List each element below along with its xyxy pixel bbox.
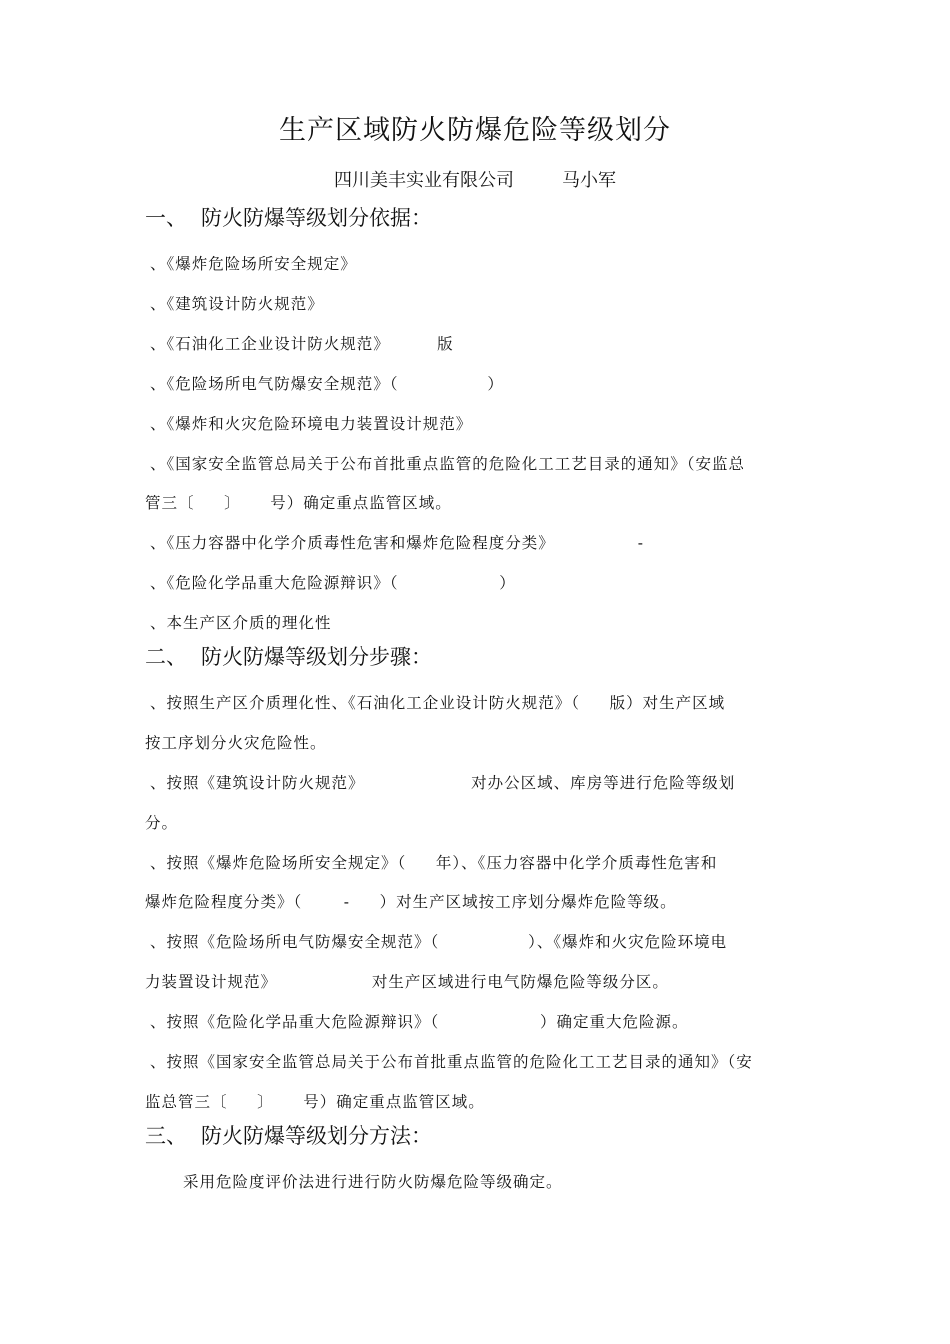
step-item-continued: 分。 [145,814,179,832]
basis-item: 、《国家安全监管总局关于公布首批重点监管的危险化工工艺目录的通知》（安监总 [150,455,746,473]
section-number: 一、 [145,206,187,230]
section-heading-1 [145,202,432,232]
step-item: 、按照《爆炸危险场所安全规定》（ 年）、《压力容器中化学介质毒性危害和 [150,854,718,872]
step-item: 、按照《建筑设计防火规范》 对办公区域、库房等进行危险等级划 [150,774,736,792]
section-title: 防火防爆等级划分依据： [201,206,432,230]
section-number: 二、 [145,645,187,669]
author-line [0,166,950,192]
basis-item: 、本生产区介质的理化性 [150,614,332,632]
basis-item: 、《爆炸和火灾危险环境电力装置设计规范》 [150,415,473,433]
method-text: 采用危险度评价法进行进行防火防爆危险等级确定。 [183,1173,563,1191]
author-org: 四川美丰实业有限公司 [334,170,514,191]
author-name: 马小军 [562,170,616,191]
step-item-continued: 力装置设计规范》 对生产区域进行电气防爆危险等级分区。 [145,973,669,991]
step-item: 、按照生产区介质理化性、《石油化工企业设计防火规范》（ 版）对生产区域 [150,694,726,712]
step-item-continued: 按工序划分火灾危险性。 [145,734,327,752]
step-item: 、按照《危险场所电气防爆安全规范》（ ）、《爆炸和火灾危险环境电 [150,933,728,951]
step-item-continued: 爆炸危险程度分类》（ - ）对生产区域按工序划分爆炸危险等级。 [145,893,677,911]
basis-item: 、《石油化工企业设计防火规范》 版 [150,335,454,353]
section-title: 防火防爆等级划分步骤： [201,645,432,669]
basis-item: 、《爆炸危险场所安全规定》 [150,255,357,273]
page-title: 生产区域防火防爆危险等级划分 [279,115,671,146]
step-item-continued: 监总管三〔 〕 号）确定重点监管区域。 [145,1093,485,1111]
basis-item: 、《危险化学品重大危险源辩识》（ ） [150,574,516,592]
section-heading-2 [145,641,432,671]
section-title: 防火防爆等级划分方法： [201,1124,432,1148]
step-item: 、按照《国家安全监管总局关于公布首批重点监管的危险化工工艺目录的通知》（安 [150,1053,753,1071]
step-item: 、按照《危险化学品重大危险源辩识》（ ）确定重大危险源。 [150,1013,689,1031]
section-number: 三、 [145,1124,187,1148]
basis-item: 、《压力容器中化学介质毒性危害和爆炸危险程度分类》 - [150,534,644,552]
basis-item-continued: 管三〔 〕 号）确定重点监管区域。 [145,494,452,512]
section-heading-3 [145,1120,432,1150]
basis-item: 、《危险场所电气防爆安全规范》（ ） [150,375,504,393]
basis-item: 、《建筑设计防火规范》 [150,295,324,313]
